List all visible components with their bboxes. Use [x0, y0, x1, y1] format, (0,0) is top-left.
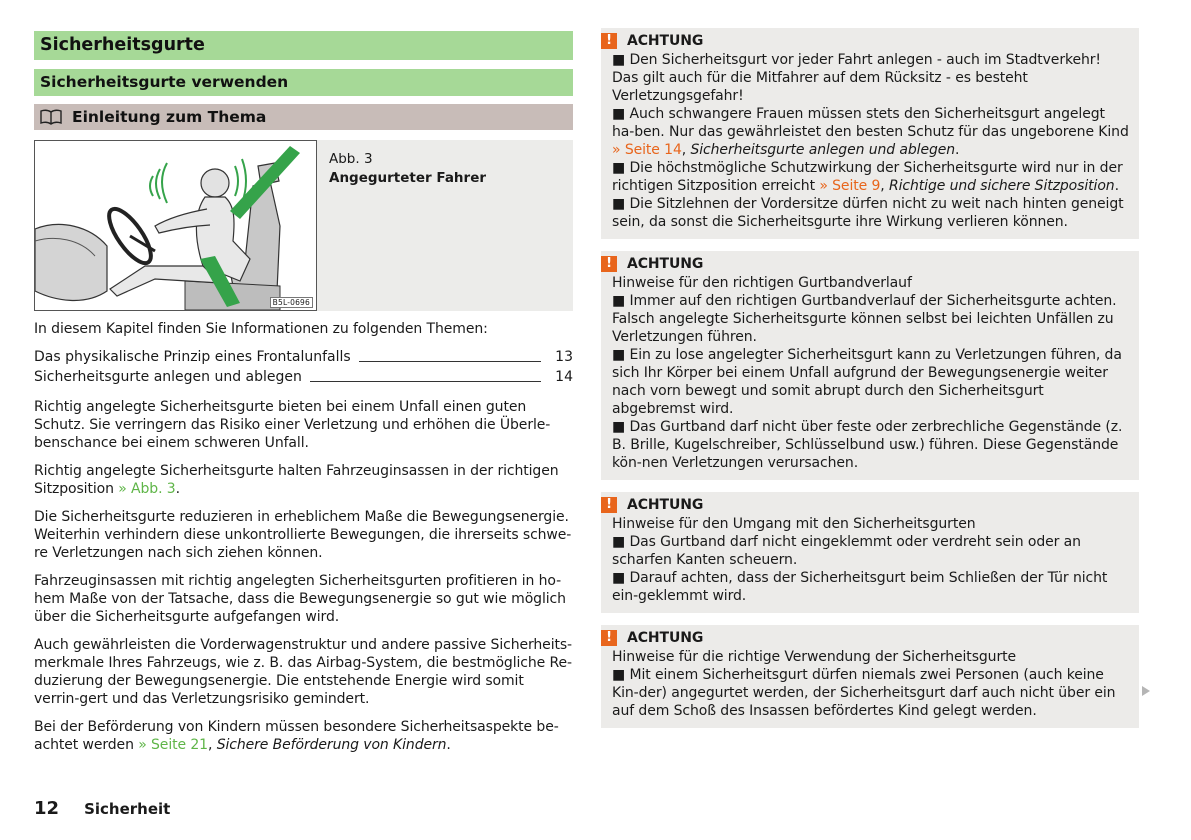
toc-leader: [310, 381, 541, 382]
page-link[interactable]: » Seite 21: [138, 737, 208, 753]
warning-title: ACHTUNG: [627, 630, 704, 646]
warning-header: [601, 254, 1129, 274]
figure-link[interactable]: » Abb. 3: [118, 481, 176, 497]
paragraph-text: Richtig angelegte Sicherheitsgurte halten Fahrzeuginsassen in der richtigen Sitzposition: [34, 463, 559, 497]
warning-subtitle: Hinweise für den Umgang mit den Sicherheitsgurten: [612, 516, 976, 532]
subsection-title: Einleitung zum Thema: [72, 108, 267, 126]
page-link[interactable]: » Seite 9: [819, 178, 881, 194]
link-title: Sicherheitsgurte anlegen und ablegen: [690, 142, 956, 158]
warning-icon: !: [601, 33, 617, 49]
toc-item-text: Das physikalische Prinzip eines Frontalunfalls: [34, 349, 351, 365]
figure-label: Abb. 3: [329, 151, 373, 167]
subsection-heading: [34, 104, 573, 130]
warning-item: ■ Den Sicherheitsgurt vor jeder Fahrt anlegen - auch im Stadtverkehr! Das gilt auch für die Mitfahrer auf dem Rücksitz - es besteht Verletzungsgefahr!: [612, 52, 1101, 104]
belted-driver-illustration: [35, 141, 316, 310]
warning-title: ACHTUNG: [627, 256, 704, 272]
warning-header: [601, 628, 1129, 648]
warning-item: ■ Darauf achten, dass der Sicherheitsgurt beim Schließen der Tür nicht ein-geklemmt wird.: [612, 570, 1108, 604]
link-title: Sichere Beförderung von Kindern: [216, 737, 447, 753]
warning-item: ■ Das Gurtband darf nicht über feste oder zerbrechliche Gegenstände (z. B. Brille, Kugelschreiber, Schlüsselbund usw.) führen. Diese Gegenstände kön-nen Verletzungen verursachen.: [612, 419, 1123, 471]
toc-item[interactable]: [34, 346, 573, 366]
warning-item: ■ Mit einem Sicherheitsgurt dürfen niemals zwei Personen (auch keine Kin-der) angegurtet werden, der Sicherheitsgurt darf auch nicht über ein auf dem Schoß des Insassen befördertes Kind gelegt werden.: [612, 667, 1116, 719]
warning-subtitle: Hinweise für den richtigen Gurtbandverlauf: [612, 275, 912, 291]
paragraph-text: .: [446, 737, 451, 753]
page-footer: [34, 798, 170, 819]
footer-section: Sicherheit: [84, 800, 171, 818]
paragraph: Auch gewährleisten die Vorderwagenstruktur und andere passive Sicherheits-merkmale Ihres Fahrzeugs, wie z. B. das Airbag-System, die bestmögliche Re-duzierung der Bewegungsenergie. Die entstehende Energie wird somit verrin-gert und das Verletzungsrisiko gemindert.: [34, 637, 573, 707]
warning-subtitle: Hinweise für die richtige Verwendung der Sicherheitsgurte: [612, 649, 1017, 665]
warning-box: [601, 492, 1139, 613]
chapter-heading: Sicherheitsgurte: [34, 31, 573, 60]
toc-item-page: 14: [555, 369, 573, 385]
warning-text: ■ Die höchstmögliche Schutzwirkung der Sicherheitsgurte wird nur in der richtigen Sitzposition erreicht: [612, 160, 1123, 194]
paragraph: [34, 462, 573, 498]
paragraph-text: ,: [207, 737, 217, 753]
link-title: Richtige und sichere Sitzposition: [889, 178, 1115, 194]
warning-item: [612, 105, 1129, 159]
warning-box: [601, 28, 1139, 239]
warning-header: [601, 31, 1129, 51]
right-column: [601, 28, 1139, 740]
warning-text: .: [1114, 178, 1119, 194]
section-heading: Sicherheitsgurte verwenden: [34, 69, 573, 96]
paragraph: Fahrzeuginsassen mit richtig angelegten Sicherheitsgurten profitieren in ho-hem Maße von der Tatsache, dass die Bewegungsenergie so gut wie möglich über die Sicherheitsgurte aufgefangen wird.: [34, 573, 566, 625]
toc-leader: [359, 361, 541, 362]
paragraph: Die Sicherheitsgurte reduzieren in erheblichem Maße die Bewegungsenergie. Weiterhin verhindern diese unkontrollierte Bewegungen, die ihrerseits schwe-re Verletzungen nach sich ziehen können.: [34, 509, 572, 561]
chapter-intro: In diesem Kapitel finden Sie Informationen zu folgenden Themen:: [34, 321, 488, 337]
toc-item-text: Sicherheitsgurte anlegen und ablegen: [34, 369, 302, 385]
warning-item: ■ Das Gurtband darf nicht eingeklemmt oder verdreht sein oder an scharfen Kanten scheuern.: [612, 534, 1081, 568]
warning-header: [601, 495, 1129, 515]
warning-item: [612, 159, 1129, 195]
paragraph: [34, 718, 573, 754]
toc-item-page: 13: [555, 349, 573, 365]
paragraph: Richtig angelegte Sicherheitsgurte bieten bei einem Unfall einen guten Schutz. Sie verringern das Risiko einer Verletzung und erhöhen die Überle-benschance bei einem schweren Unfall.: [34, 399, 551, 451]
figure-code: B5L-0696: [270, 297, 313, 308]
continue-arrow-icon: [1142, 686, 1150, 696]
paragraph-text: Bei der Beförderung von Kindern müssen besondere Sicherheitsaspekte be-achtet werden: [34, 719, 559, 753]
open-book-icon: [40, 109, 62, 125]
warning-title: ACHTUNG: [627, 497, 704, 513]
paragraph-text: .: [175, 481, 180, 497]
warning-icon: !: [601, 256, 617, 272]
left-column: [34, 31, 573, 754]
warning-box: [601, 251, 1139, 480]
warning-title: ACHTUNG: [627, 33, 704, 49]
figure-block: [34, 140, 573, 311]
warning-item: ■ Immer auf den richtigen Gurtbandverlauf der Sicherheitsgurte achten. Falsch angelegte Sicherheitsgurte können selbst bei leichten Unfällen zu Verletzungen führen.: [612, 293, 1117, 345]
figure-illustration: [34, 140, 317, 311]
warning-text: ,: [880, 178, 889, 194]
warning-text: .: [955, 142, 960, 158]
page-link[interactable]: » Seite 14: [612, 142, 682, 158]
warning-item: ■ Ein zu lose angelegter Sicherheitsgurt kann zu Verletzungen führen, da sich Ihr Körper bei einem Unfall aufgrund der Bewegungsenergie weiter nach vorn bewegt und somit abrupt durch den Sicherheitsgurt abgebremst wird.: [612, 347, 1122, 417]
figure-caption: [317, 140, 486, 311]
warning-icon: !: [601, 497, 617, 513]
warning-item: ■ Die Sitzlehnen der Vordersitze dürfen nicht zu weit nach hinten geneigt sein, da sonst die Sicherheitsgurte ihre Wirkung verlieren können.: [612, 196, 1124, 230]
figure-title: Angegurteter Fahrer: [329, 170, 487, 186]
page-number: 12: [34, 798, 60, 819]
table-of-contents: [34, 346, 573, 386]
warning-box: [601, 625, 1139, 728]
toc-item[interactable]: [34, 366, 573, 386]
warning-icon: !: [601, 630, 617, 646]
warning-text: ,: [681, 142, 691, 158]
warning-text: ■ Auch schwangere Frauen müssen stets den Sicherheitsgurt angelegt ha-ben. Nur das gewährleistet den besten Schutz für das ungeborene Kind: [612, 106, 1129, 140]
